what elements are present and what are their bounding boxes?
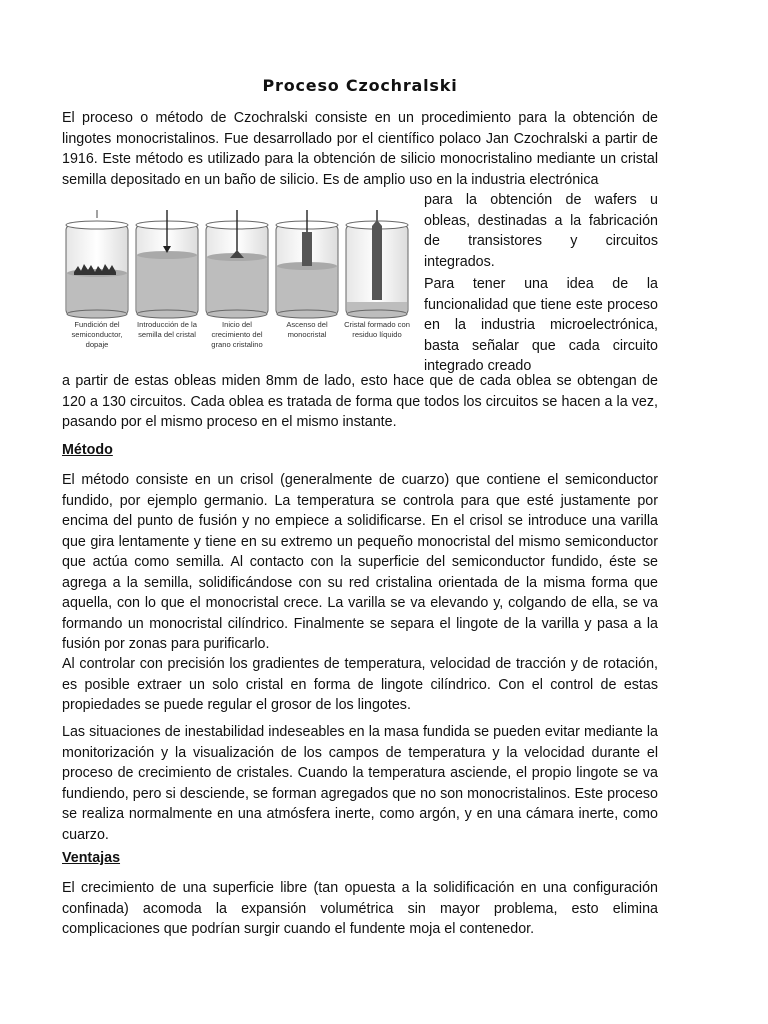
caption-2: Introducción de la semilla del cristal bbox=[137, 320, 197, 339]
intro-side-paragraph-1: para la obtención de wafers u obleas, destinadas a la fabricación de transistores y circuitos integrados. bbox=[424, 192, 658, 270]
intro-continuation: a partir de estas obleas miden 8mm de lado, esto hace que de cada oblea se obtengan de 120 a 130 circuitos. Cada oblea es tratada de forma que todos los circuitos se hacen a la vez, pasando por el mismo proceso en el mismo instante. bbox=[62, 373, 658, 430]
section-heading-metodo: Método bbox=[62, 442, 113, 458]
intro-side-paragraph-2: Para tener una idea de la funcionalidad que tiene este proceso en la industria microelectrónica, basta señalar que cada circuito integrado creado bbox=[424, 276, 658, 374]
crucible-2 bbox=[136, 210, 198, 318]
caption-1: Fundición del semiconductor, dopaje bbox=[71, 320, 123, 349]
crucible-3 bbox=[206, 210, 268, 318]
crucible-5 bbox=[346, 210, 408, 318]
metodo-paragraph-1: El método consiste en un crisol (generalmente de cuarzo) que contiene el semiconductor fundido, por ejemplo germanio. La temperatura se controla para que esté justamente por encima del punto de fusión y no empiece a solidificarse. En el crisol se introduce una varilla que gira lentamente y tiene en su extremo un pequeño monocristal del mismo semiconductor que actúa como semilla. Al contacto con la superficie del semiconductor fundido, éste se agrega a la semilla, solidificándose con su red cristalina orientada de la misma forma que aquella, con lo que el monocristal crece. La varilla se va elevando y, colgando de ella, se va formando un monocristal cilíndrico. Finalmente se separa el lingote de la varilla y pasa a la fusión por zonas para purificarlo. bbox=[62, 472, 658, 652]
czochralski-process-figure bbox=[62, 210, 412, 360]
caption-5: Cristal formado con residuo líquido bbox=[344, 320, 410, 339]
caption-3: Inicio del crecimiento del grano cristalino bbox=[211, 320, 263, 349]
page-title: Proceso Czochralski bbox=[262, 76, 458, 95]
crucible-1 bbox=[66, 210, 128, 318]
crucible-illustration bbox=[62, 210, 412, 325]
metodo-paragraph-3: Las situaciones de inestabilidad indeseables en la masa fundida se pueden evitar mediante la monitorización y la visualización de los campos de temperatura y la velocidad durante el proceso de crecimiento de cristales. Cuando la temperatura asciende, el propio lingote se va fundiendo, pero si desciende, se forman agregados que no son monocristalinos. Este proceso se realiza normalmente en una atmósfera inerte, como argón, y en una cámara inerte, como cuarzo. bbox=[62, 724, 658, 843]
metodo-paragraph-2: Al controlar con precisión los gradientes de temperatura, velocidad de tracción y de rotación, es posible extraer un solo cristal en forma de lingote cilíndrico. Con el control de estas propiedades se puede regular el grosor de los lingotes. bbox=[62, 656, 658, 713]
section-heading-ventajas: Ventajas bbox=[62, 850, 121, 866]
crucible-4 bbox=[276, 210, 338, 318]
ventajas-paragraph-1: El crecimiento de una superficie libre (tan opuesta a la solidificación en una configuración confinada) acomoda la expansión volumétrica sin mayor problema, esto elimina complicaciones que podrían surgir cuando el fundente moja el contenedor. bbox=[62, 880, 658, 937]
caption-4: Ascenso del monocristal bbox=[286, 320, 328, 339]
intro-paragraph: El proceso o método de Czochralski consiste en un procedimiento para la obtención de lingotes monocristalinos. Fue desarrollado por el científico polaco Jan Czochralski a partir de 1916. Este método es utilizado para la obtención de silicio monocristalino mediante un cristal semilla depositado en un baño de silicio. Es de amplio uso en la industria electrónica bbox=[62, 110, 658, 188]
